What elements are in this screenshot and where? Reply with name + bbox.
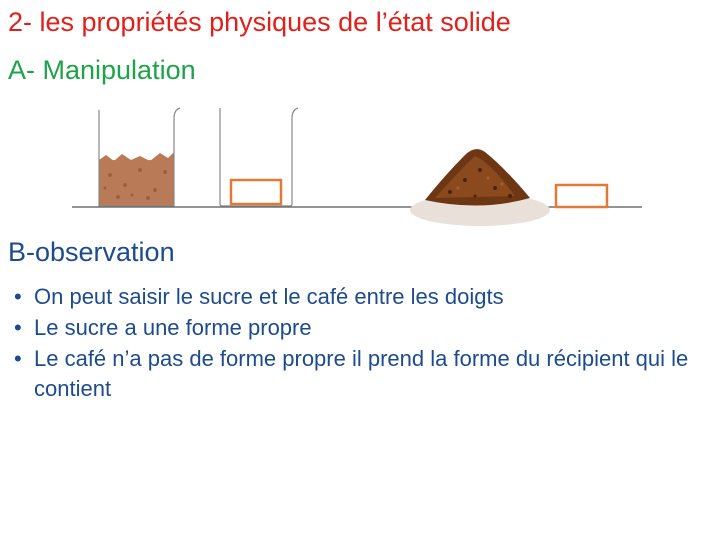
bullet-text: Le sucre a une forme propre [34, 314, 312, 340]
list-item [14, 313, 694, 344]
sugar-cube-icon [556, 185, 607, 207]
bullet-icon: • [14, 345, 22, 371]
manipulation-illustration [70, 100, 650, 235]
observation-list [14, 282, 694, 405]
sugar-cube-icon [231, 180, 281, 204]
bullet-icon: • [14, 284, 22, 309]
slide-title: 2- les propriétés physiques de l’état solide [8, 7, 511, 37]
bullet-text: On peut saisir le sucre et le café entre les doigts [34, 284, 504, 309]
slide-subtitle: A- Manipulation [8, 55, 196, 85]
bullet-icon: • [14, 314, 22, 340]
coffee-pile-icon [410, 149, 550, 226]
observation-heading: B-observation [8, 237, 175, 267]
beaker-with-coffee-icon [97, 108, 180, 208]
list-item [14, 282, 694, 313]
bullet-text: Le café n’a pas de forme propre il prend la forme du récipient qui le contient [34, 345, 689, 402]
list-item [14, 344, 694, 406]
